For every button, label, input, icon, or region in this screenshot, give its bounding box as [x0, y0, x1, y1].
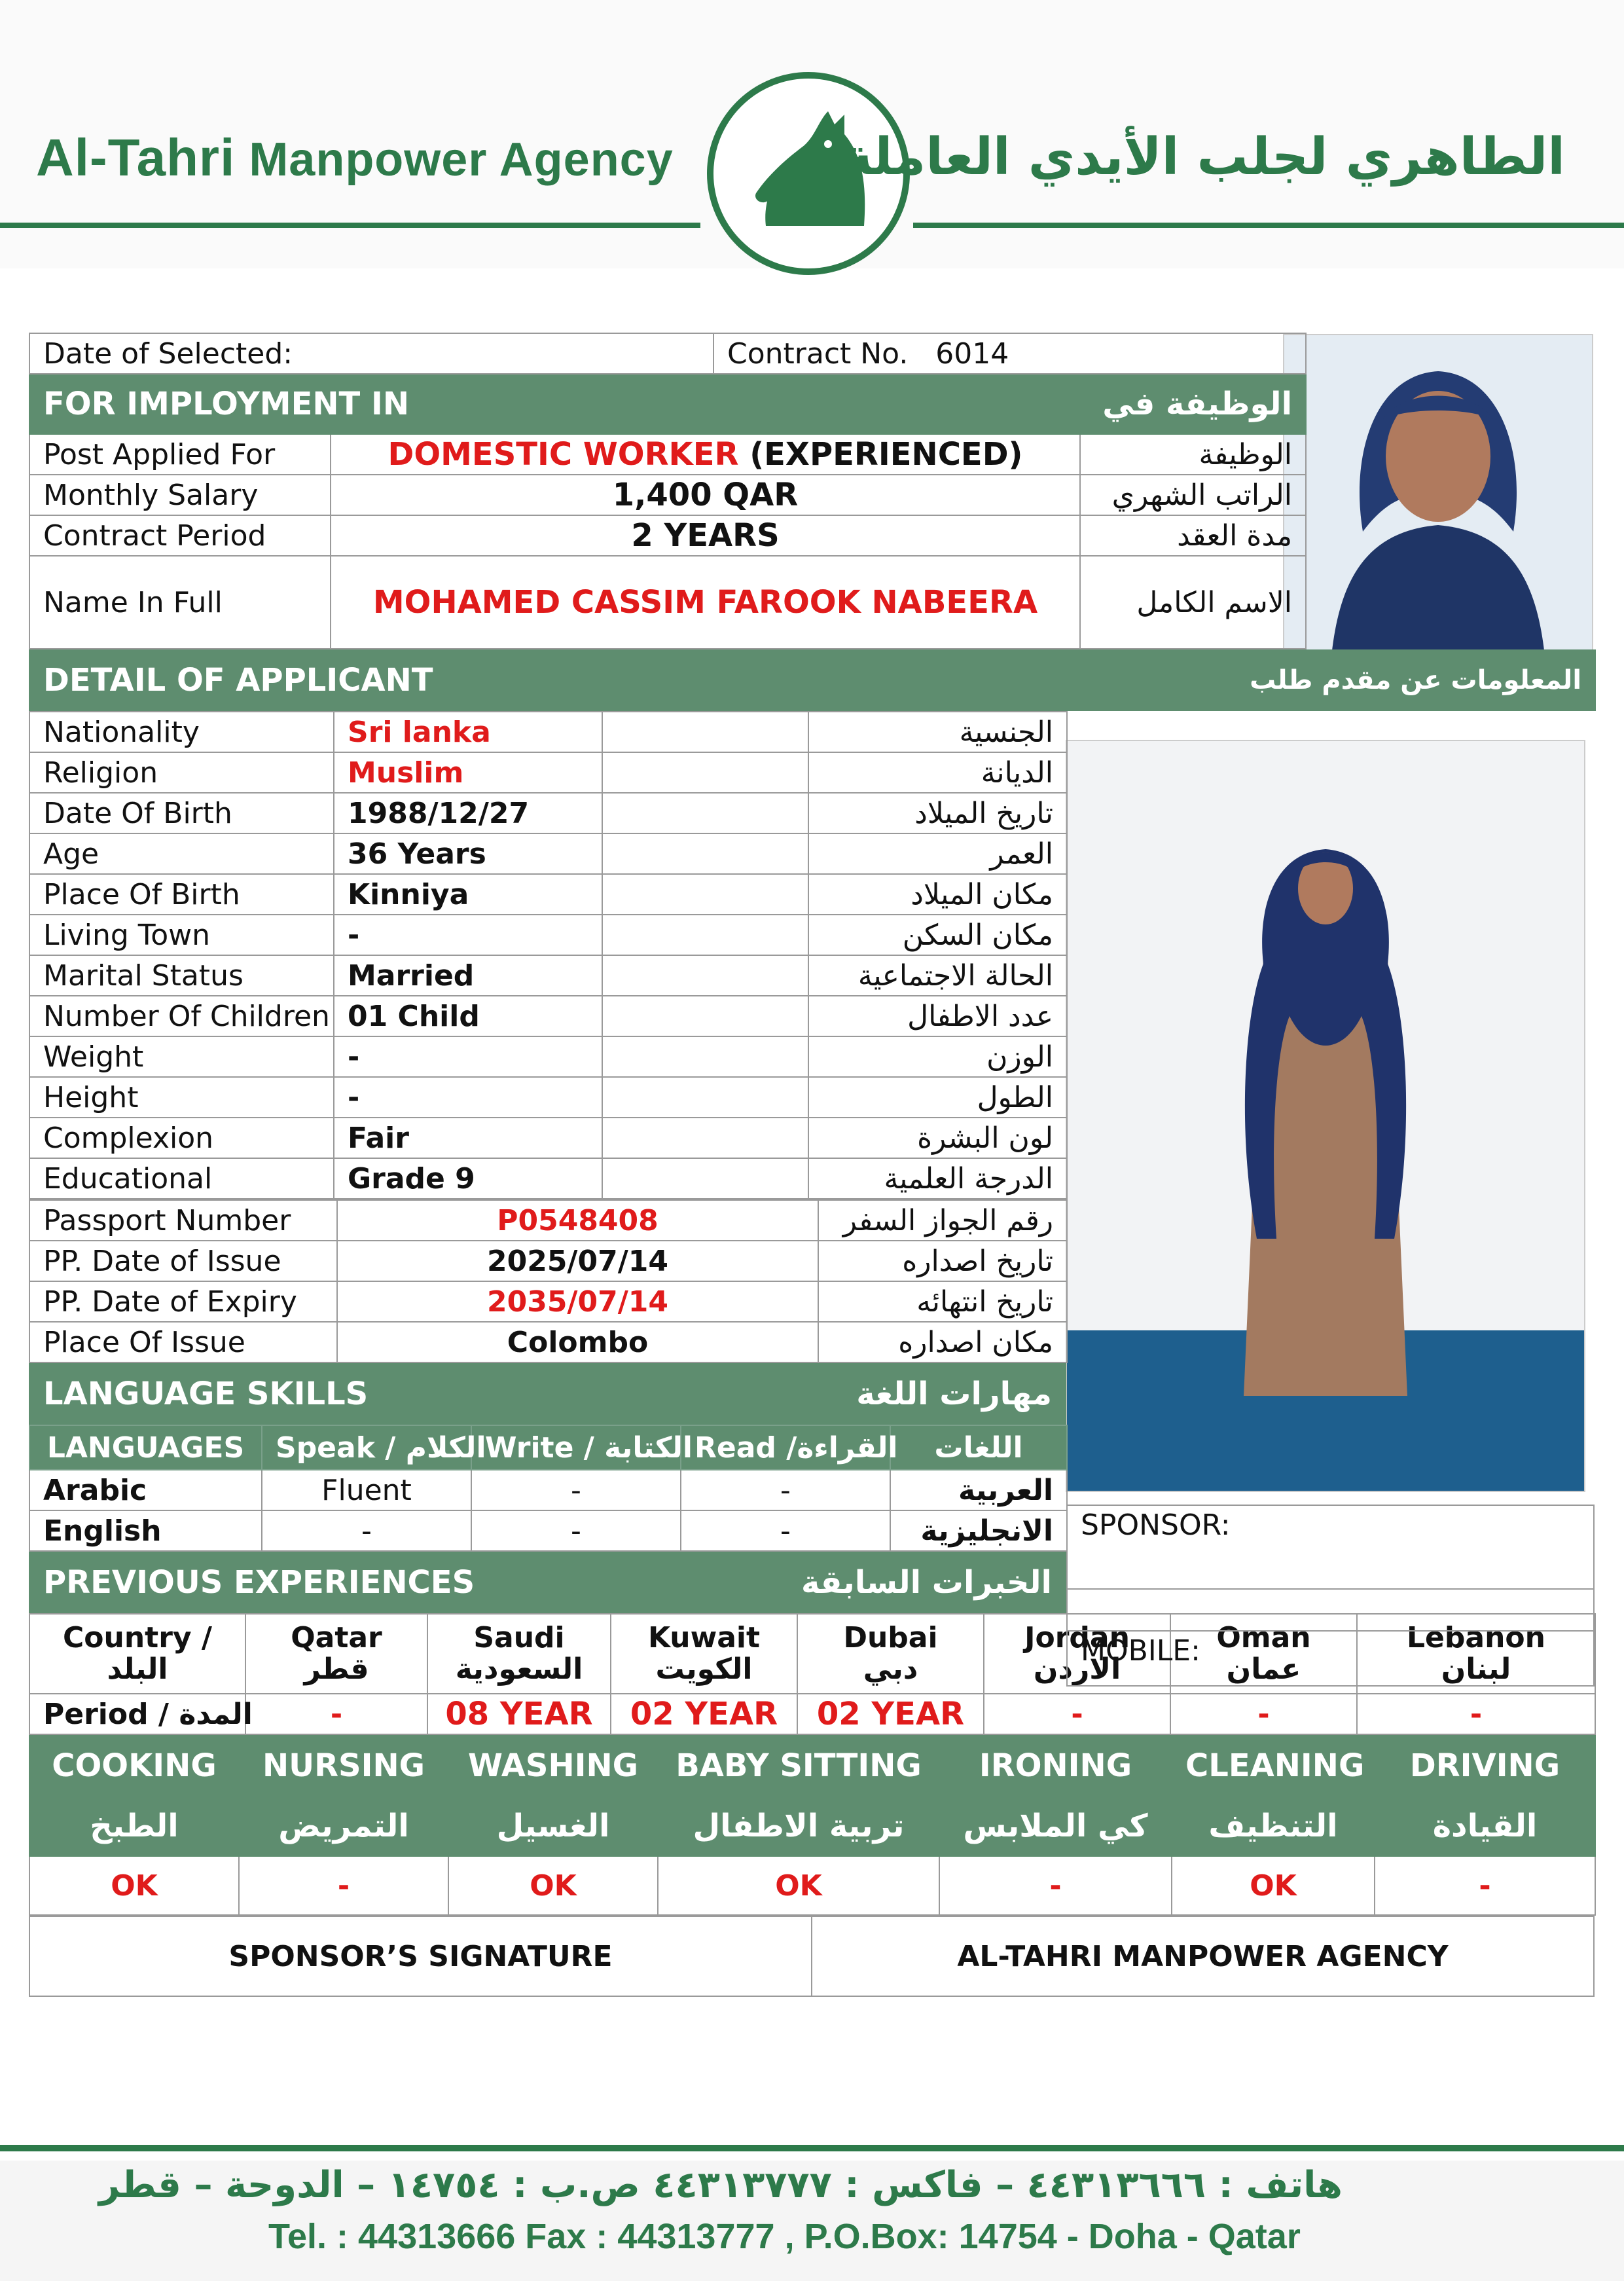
col-read: Read /القراءة — [681, 1425, 890, 1470]
applicant-field-blank — [602, 1077, 808, 1118]
period-row-label: Period / المدة — [29, 1694, 245, 1734]
applicant-field-blank — [602, 712, 808, 752]
lang-english-write: - — [471, 1510, 681, 1551]
applicant-field-label-ar: تاريخ الميلاد — [808, 793, 1067, 833]
country-kuwait-en: Kuwait — [647, 1620, 761, 1654]
applicant-field-value: 01 Child — [334, 996, 602, 1036]
period-qatar: - — [245, 1694, 427, 1734]
country-qatar-en: Qatar — [291, 1620, 382, 1654]
country-kuwait — [611, 1614, 797, 1694]
applicant-title: DETAIL OF APPLICANT — [29, 650, 602, 710]
applicant-field-blank — [602, 833, 808, 874]
applicant-row — [29, 1158, 1067, 1199]
footer-contact-en: Tel. : 44313666 Fax : 44313777 , P.O.Box: 14754 - Doha - Qatar — [268, 2217, 1301, 2256]
skills-table — [29, 1735, 1596, 1916]
skill-name: WASHING — [448, 1736, 658, 1796]
sponsor-box — [1066, 1505, 1595, 1590]
footer-line — [0, 2145, 1624, 2151]
applicant-field-blank — [602, 955, 808, 996]
col-write: Write / الكتابة — [471, 1425, 681, 1470]
applicant-title-ar: المعلومات عن مقدم طلب — [602, 650, 1595, 710]
skill-name: BABY SITTING — [658, 1736, 939, 1796]
skill-name: NURSING — [239, 1736, 448, 1796]
passport-row — [29, 1241, 1067, 1281]
applicant-field-label: Nationality — [29, 712, 334, 752]
applicant-field-value: Muslim — [334, 752, 602, 793]
name-value: MOHAMED CASSIM FAROOK NABEERA — [331, 556, 1080, 649]
applicant-field-label-ar: لون البشرة — [808, 1118, 1067, 1158]
applicant-field-label-ar: الدرجة العلمية — [808, 1158, 1067, 1199]
post-value-main: DOMESTIC WORKER — [388, 436, 739, 473]
lang-arabic: Arabic — [29, 1470, 262, 1510]
agency-name-ar: الطاهري لجلب الأيدي العاملة — [842, 128, 1565, 187]
period-value: 2 YEARS — [331, 515, 1080, 556]
letterhead — [0, 0, 1624, 268]
skill-name-ar: كي الملابس — [939, 1796, 1172, 1856]
country-label-ar: البلد — [107, 1652, 168, 1686]
applicant-field-label: Age — [29, 833, 334, 874]
passport-field-label-ar: تاريخ انتهائه — [818, 1281, 1067, 1322]
country-saudi-en: Saudi — [473, 1620, 565, 1654]
applicant-field-blank — [602, 752, 808, 793]
applicant-field-label-ar: الوزن — [808, 1036, 1067, 1077]
skill-name-ar: التمريض — [239, 1796, 448, 1856]
mobile-box — [1066, 1632, 1595, 1687]
applicant-row — [29, 833, 1067, 874]
country-dubai-ar: دبي — [863, 1652, 918, 1686]
period-dubai: 02 YEAR — [797, 1694, 984, 1734]
applicant-field-value: 1988/12/27 — [334, 793, 602, 833]
agency-name-en — [36, 128, 674, 188]
skill-name: CLEANING — [1172, 1736, 1375, 1796]
country-saudi — [427, 1614, 611, 1694]
agency-signature: AL-TAHRI MANPOWER AGENCY — [812, 1916, 1594, 1996]
experience-title-table — [29, 1552, 1066, 1613]
passport-field-label-ar: رقم الجواز السفر — [818, 1200, 1067, 1241]
language-title-ar: مهارات اللغة — [548, 1364, 1066, 1424]
applicant-row — [29, 955, 1067, 996]
applicant-field-label-ar: الحالة الاجتماعية — [808, 955, 1067, 996]
skill-name-ar: الغسيل — [448, 1796, 658, 1856]
applicant-field-blank — [602, 874, 808, 915]
post-label-ar: الوظيفة — [1080, 434, 1306, 475]
col-speak: Speak / الكلام — [262, 1425, 471, 1470]
employment-table — [29, 333, 1307, 649]
experience-title-ar: الخبرات السابقة — [548, 1552, 1066, 1613]
applicant-field-label: Number Of Children — [29, 996, 334, 1036]
period-label-ar: مدة العقد — [1080, 515, 1306, 556]
lang-english-read: - — [681, 1510, 890, 1551]
applicant-field-label: Place Of Birth — [29, 874, 334, 915]
applicant-field-blank — [602, 1036, 808, 1077]
employment-title: FOR IMPLOYMENT IN — [29, 374, 713, 434]
country-dubai — [797, 1614, 984, 1694]
country-oman-en: Oman — [1216, 1620, 1311, 1654]
skill-name: IRONING — [939, 1736, 1172, 1796]
language-title: LANGUAGE SKILLS — [29, 1364, 548, 1424]
employment-title-ar: الوظيفة في — [713, 374, 1306, 434]
country-saudi-ar: السعودية — [455, 1652, 583, 1686]
col-languages-ar: اللغات — [890, 1425, 1067, 1470]
passport-field-label: Place Of Issue — [29, 1322, 337, 1362]
sponsor-label: SPONSOR: — [1081, 1508, 1231, 1542]
date-selected-label: Date of Selected: — [29, 333, 713, 374]
contract-label: Contract No. — [727, 337, 909, 371]
lang-arabic-write: - — [471, 1470, 681, 1510]
applicant-field-value: Sri lanka — [334, 712, 602, 752]
applicant-field-blank — [602, 1158, 808, 1199]
signature-table — [29, 1916, 1595, 1997]
mobile-label: MOBILE: — [1081, 1634, 1200, 1668]
skill-name: DRIVING — [1375, 1736, 1595, 1796]
applicant-field-label: Date Of Birth — [29, 793, 334, 833]
agency-name-part2: Manpower Agency — [249, 134, 674, 186]
post-label: Post Applied For — [29, 434, 331, 475]
period-kuwait: 02 YEAR — [611, 1694, 797, 1734]
skill-value: OK — [29, 1856, 239, 1915]
country-jordan-en: Jordan — [1024, 1620, 1130, 1654]
applicant-row — [29, 1077, 1067, 1118]
salary-value: 1,400 QAR — [331, 475, 1080, 515]
passport-row — [29, 1322, 1067, 1362]
country-qatar — [245, 1614, 427, 1694]
skill-value: - — [239, 1856, 448, 1915]
passport-field-label: Passport Number — [29, 1200, 337, 1241]
salary-label-ar: الراتب الشهري — [1080, 475, 1306, 515]
sponsor-value-box — [1066, 1590, 1595, 1632]
passport-field-label-ar: تاريخ اصداره — [818, 1241, 1067, 1281]
applicant-field-value: Kinniya — [334, 874, 602, 915]
skill-name-ar: تربية الاطفال — [658, 1796, 939, 1856]
lang-english-speak: - — [262, 1510, 471, 1551]
name-label: Name In Full — [29, 556, 331, 649]
applicant-field-label: Complexion — [29, 1118, 334, 1158]
lang-arabic-read: - — [681, 1470, 890, 1510]
applicant-field-blank — [602, 793, 808, 833]
country-label — [29, 1614, 245, 1694]
applicant-field-value: Fair — [334, 1118, 602, 1158]
applicant-field-value: Grade 9 — [334, 1158, 602, 1199]
applicant-row — [29, 915, 1067, 955]
skill-value: - — [939, 1856, 1172, 1915]
applicant-field-value: 36 Years — [334, 833, 602, 874]
applicant-field-value: Married — [334, 955, 602, 996]
contract-number — [713, 333, 1306, 374]
skill-name-ar: التنظيف — [1172, 1796, 1375, 1856]
passport-row — [29, 1200, 1067, 1241]
applicant-field-value: - — [334, 915, 602, 955]
country-lebanon-en: Lebanon — [1407, 1620, 1545, 1654]
passport-field-value: 2025/07/14 — [337, 1241, 818, 1281]
experience-title: PREVIOUS EXPERIENCES — [29, 1552, 548, 1613]
country-label-en: Country / — [63, 1620, 212, 1654]
applicant-row — [29, 752, 1067, 793]
applicant-table — [29, 649, 1596, 711]
skill-value: - — [1375, 1856, 1595, 1915]
period-saudi: 08 YEAR — [427, 1694, 611, 1734]
country-lebanon-ar: لبنان — [1441, 1652, 1511, 1686]
period-label: Contract Period — [29, 515, 331, 556]
applicant-field-label-ar: الجنسية — [808, 712, 1067, 752]
language-table — [29, 1425, 1068, 1552]
language-title-table — [29, 1363, 1066, 1425]
header-line-right — [913, 223, 1624, 228]
skill-name-ar: الطبخ — [29, 1796, 239, 1856]
applicant-field-label-ar: الديانة — [808, 752, 1067, 793]
applicant-field-label-ar: مكان السكن — [808, 915, 1067, 955]
passport-row — [29, 1281, 1067, 1322]
applicant-field-label: Height — [29, 1077, 334, 1118]
salary-label: Monthly Salary — [29, 475, 331, 515]
contract-no-value: 6014 — [935, 337, 1009, 371]
applicant-row — [29, 996, 1067, 1036]
applicant-field-blank — [602, 915, 808, 955]
lang-english: English — [29, 1510, 262, 1551]
passport-rows — [29, 1199, 1068, 1363]
skill-name-ar: القيادة — [1375, 1796, 1595, 1856]
applicant-field-label: Educational — [29, 1158, 334, 1199]
period-oman: - — [1170, 1694, 1357, 1734]
applicant-field-blank — [602, 1118, 808, 1158]
post-value-qualifier: (EXPERIENCED) — [749, 436, 1023, 473]
applicant-detail-rows — [29, 711, 1068, 1199]
lang-arabic-ar: العربية — [890, 1470, 1067, 1510]
col-languages: LANGUAGES — [29, 1425, 262, 1470]
post-value — [331, 434, 1080, 475]
footer-contact-ar: هاتف : ٤٤٣١٣٦٦٦ – فاكس : ٤٤٣١٣٧٧٧ ص.ب : ١٤٧٥٤ – الدوحة – قطر — [98, 2164, 1343, 2206]
applicant-field-value: - — [334, 1036, 602, 1077]
skill-value: OK — [448, 1856, 658, 1915]
lang-english-ar: الانجليزية — [890, 1510, 1067, 1551]
header-line-left — [0, 223, 700, 228]
passport-field-value: P0548408 — [337, 1200, 818, 1241]
applicant-row — [29, 1036, 1067, 1077]
country-kuwait-ar: الكويت — [655, 1652, 753, 1686]
applicant-field-label: Marital Status — [29, 955, 334, 996]
country-qatar-ar: قطر — [304, 1652, 369, 1686]
period-jordan: - — [984, 1694, 1170, 1734]
skill-name: COOKING — [29, 1736, 239, 1796]
applicant-field-label-ar: العمر — [808, 833, 1067, 874]
skill-value: OK — [658, 1856, 939, 1915]
country-dubai-en: Dubai — [843, 1620, 938, 1654]
applicant-field-label: Weight — [29, 1036, 334, 1077]
applicant-row — [29, 1118, 1067, 1158]
applicant-field-label: Religion — [29, 752, 334, 793]
applicant-field-label-ar: عدد الاطفال — [808, 996, 1067, 1036]
applicant-field-value: - — [334, 1077, 602, 1118]
applicant-field-label: Living Town — [29, 915, 334, 955]
applicant-field-label-ar: الطول — [808, 1077, 1067, 1118]
skill-value: OK — [1172, 1856, 1375, 1915]
country-oman-ar: عمان — [1226, 1652, 1301, 1686]
agency-name-part1: Al-Tahri — [36, 128, 236, 187]
passport-field-label: PP. Date of Issue — [29, 1241, 337, 1281]
applicant-field-blank — [602, 996, 808, 1036]
sponsor-signature: SPONSOR’S SIGNATURE — [29, 1916, 812, 1996]
name-label-ar: الاسم الكامل — [1080, 556, 1306, 649]
applicant-field-label-ar: مكان الميلاد — [808, 874, 1067, 915]
lang-arabic-speak: Fluent — [262, 1470, 471, 1510]
passport-field-value: Colombo — [337, 1322, 818, 1362]
passport-field-label-ar: مكان اصداره — [818, 1322, 1067, 1362]
application-form — [29, 333, 1595, 1997]
applicant-row — [29, 874, 1067, 915]
applicant-row — [29, 793, 1067, 833]
country-jordan-ar: الاردن — [1033, 1652, 1121, 1686]
passport-field-label: PP. Date of Expiry — [29, 1281, 337, 1322]
period-lebanon: - — [1357, 1694, 1595, 1734]
passport-field-value: 2035/07/14 — [337, 1281, 818, 1322]
applicant-row — [29, 712, 1067, 752]
